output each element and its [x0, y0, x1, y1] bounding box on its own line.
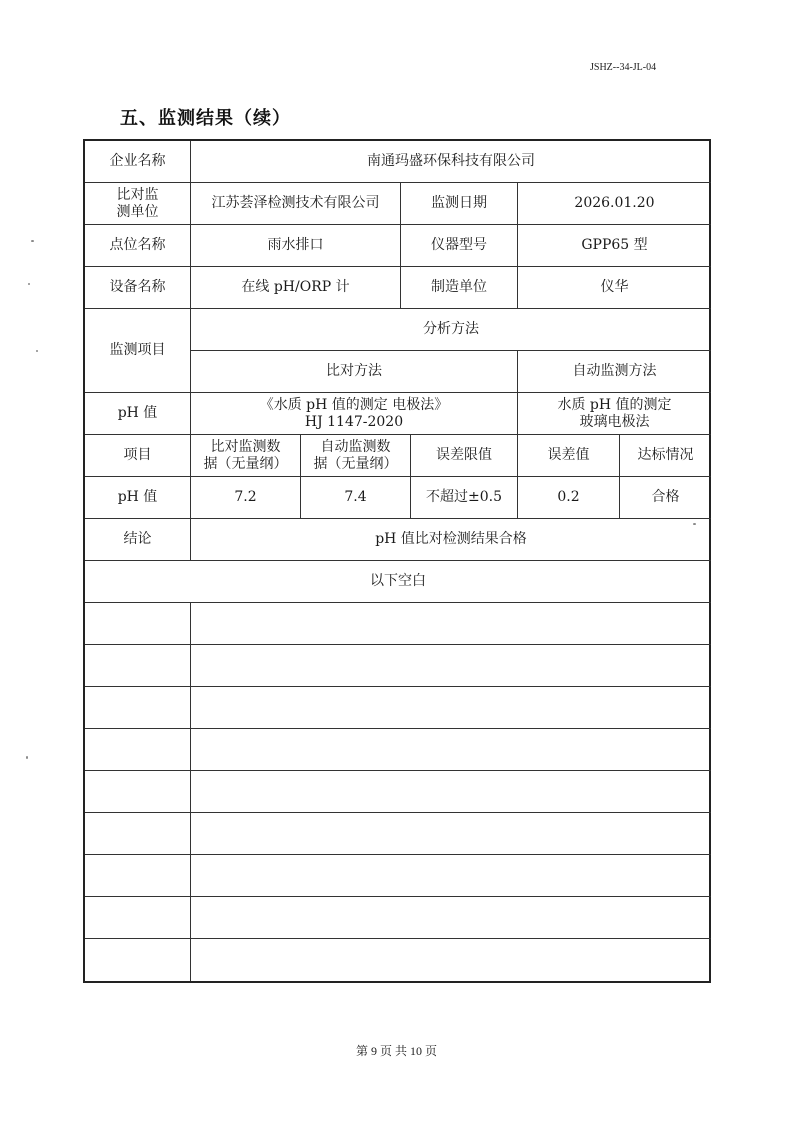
- empty-row-value: [191, 687, 711, 729]
- point-label: 点位名称: [85, 225, 191, 267]
- auto-method-value: 水质 pH 值的测定 玻璃电极法: [518, 393, 711, 435]
- empty-row-label: [85, 939, 191, 981]
- scan-speck: [31, 240, 34, 242]
- empty-row-value: [191, 603, 711, 645]
- date-value: 2026.01.20: [518, 183, 711, 225]
- model-label: 仪器型号: [401, 225, 518, 267]
- device-label: 设备名称: [85, 267, 191, 309]
- col-auto-data: 自动监测数 据（无量纲）: [301, 435, 411, 477]
- col-compliance: 达标情况: [620, 435, 711, 477]
- compare-method-header: 比对方法: [191, 351, 518, 393]
- auto-method-header: 自动监测方法: [518, 351, 711, 393]
- col-error-value: 误差值: [518, 435, 620, 477]
- page-number: 第 9 页 共 10 页: [355, 1044, 437, 1058]
- enterprise-label: 企业名称: [85, 141, 191, 183]
- compare-method-value: 《水质 pH 值的测定 电极法》 HJ 1147-2020: [191, 393, 518, 435]
- compare-unit-label: 比对监 测单位: [85, 183, 191, 225]
- monitoring-results-table: [83, 139, 711, 983]
- empty-row-label: [85, 645, 191, 687]
- manufacturer-label: 制造单位: [401, 267, 518, 309]
- empty-row-value: [191, 729, 711, 771]
- row-error-value: 0.2: [518, 477, 620, 519]
- row-compare-data: 7.2: [191, 477, 301, 519]
- row-item: pH 值: [85, 477, 191, 519]
- conclusion-label: 结论: [85, 519, 191, 561]
- manufacturer-value: 仪华: [518, 267, 711, 309]
- col-item: 项目: [85, 435, 191, 477]
- empty-row-value: [191, 855, 711, 897]
- empty-row-label: [85, 855, 191, 897]
- col-error-limit: 误差限值: [411, 435, 518, 477]
- scan-speck: [693, 523, 696, 525]
- scan-speck: [28, 283, 30, 285]
- row-compliance: 合格: [620, 477, 711, 519]
- point-value: 雨水排口: [191, 225, 401, 267]
- ph-label: pH 值: [85, 393, 191, 435]
- analysis-method-header: 分析方法: [191, 309, 711, 351]
- empty-row-label: [85, 813, 191, 855]
- empty-row-value: [191, 645, 711, 687]
- empty-row-label: [85, 729, 191, 771]
- row-auto-data: 7.4: [301, 477, 411, 519]
- section-title: 五、监测结果（续）: [120, 108, 291, 129]
- empty-row-value: [191, 897, 711, 939]
- blank-note: 以下空白: [85, 561, 711, 603]
- empty-row-value: [191, 939, 711, 981]
- document-code: JSHZ--34-JL-04: [590, 62, 657, 73]
- device-value: 在线 pH/ORP 计: [191, 267, 401, 309]
- scan-speck: [36, 350, 38, 352]
- empty-row-value: [191, 813, 711, 855]
- monitoring-item-label: 监测项目: [85, 309, 191, 393]
- model-value: GPP65 型: [518, 225, 711, 267]
- empty-row-label: [85, 771, 191, 813]
- col-compare-data: 比对监测数 据（无量纲）: [191, 435, 301, 477]
- compare-unit-value: 江苏荟泽检测技术有限公司: [191, 183, 401, 225]
- conclusion-value: pH 值比对检测结果合格: [191, 519, 711, 561]
- row-error-limit: 不超过±0.5: [411, 477, 518, 519]
- empty-row-value: [191, 771, 711, 813]
- enterprise-value: 南通玛盛环保科技有限公司: [191, 141, 711, 183]
- scan-speck: [26, 756, 28, 759]
- empty-row-label: [85, 603, 191, 645]
- empty-row-label: [85, 897, 191, 939]
- empty-row-label: [85, 687, 191, 729]
- date-label: 监测日期: [401, 183, 518, 225]
